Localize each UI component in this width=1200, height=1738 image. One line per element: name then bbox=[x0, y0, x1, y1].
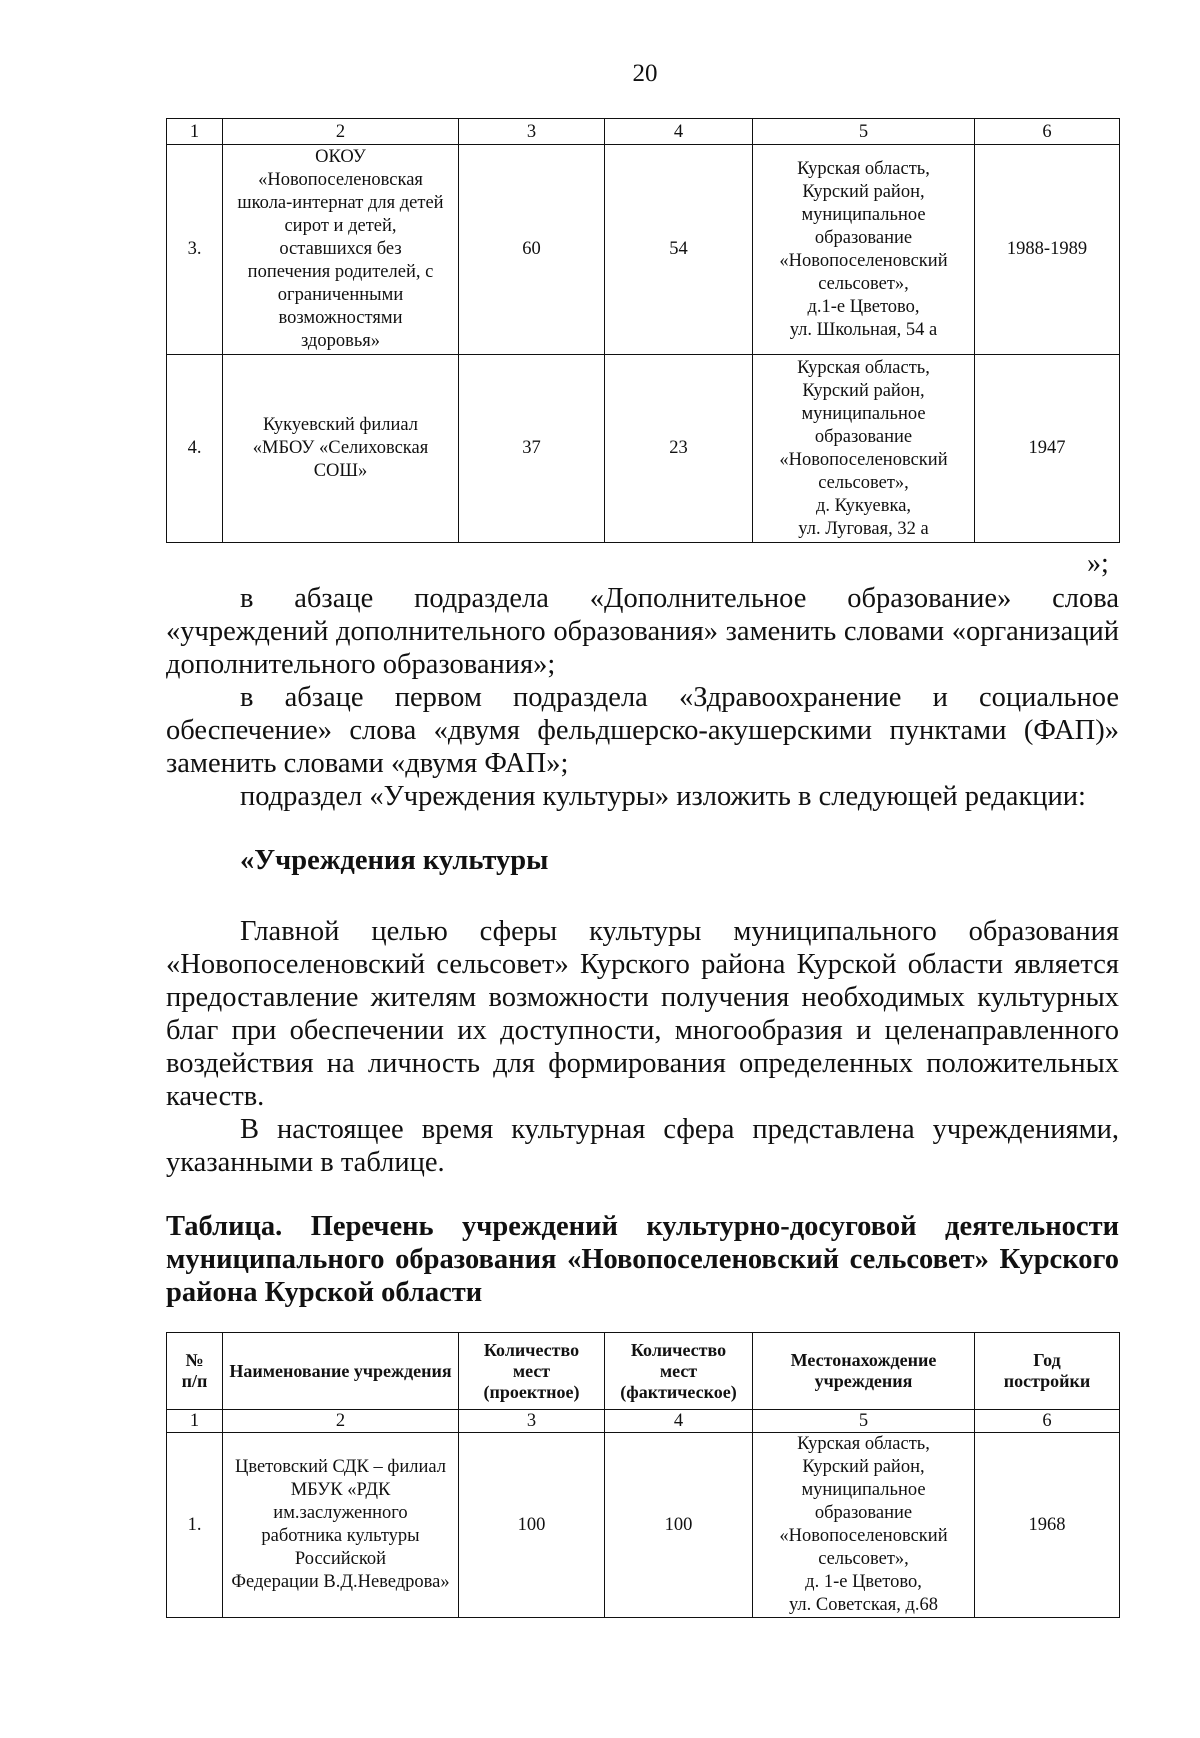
name-line: оставшихся без bbox=[279, 239, 402, 259]
location-line: муниципальное bbox=[801, 204, 926, 225]
actual-seats: 100 bbox=[605, 1433, 753, 1618]
location-line: ул. Луговая, 32 а bbox=[798, 518, 929, 539]
name-line: Цветовский СДК – филиал bbox=[234, 1457, 447, 1477]
column-header bbox=[459, 1333, 605, 1410]
name-line: Федерации В.Д.Неведрова» bbox=[231, 1572, 450, 1592]
column-number: 1 bbox=[167, 119, 223, 145]
institution-name bbox=[223, 355, 459, 543]
location-line: «Новопоселеновский bbox=[779, 250, 948, 271]
projected-seats: 100 bbox=[459, 1433, 605, 1618]
location-line: д. 1-е Цветово, bbox=[805, 1572, 922, 1592]
header-line: п/п bbox=[181, 1371, 208, 1391]
location-line: д. Кукуевка, bbox=[815, 495, 912, 516]
column-number: 5 bbox=[753, 119, 975, 145]
location-line: Курский район, bbox=[802, 1457, 925, 1477]
location-line: муниципальное bbox=[801, 1480, 926, 1500]
name-line: попечения родителей, с bbox=[247, 262, 434, 282]
build-year: 1968 bbox=[975, 1433, 1120, 1618]
section-heading: «Учреждения культуры bbox=[240, 845, 549, 876]
header-line: Количество bbox=[630, 1339, 727, 1360]
location-line: д.1-е Цветово, bbox=[807, 296, 920, 317]
location-line: сельсовет», bbox=[818, 1549, 909, 1569]
header-line: (фактическое) bbox=[620, 1381, 737, 1402]
page-number: 20 bbox=[632, 60, 658, 87]
column-number: 5 bbox=[753, 1410, 975, 1433]
header-line: Количество bbox=[483, 1339, 580, 1360]
location-line: «Новопоселеновский bbox=[779, 449, 948, 470]
row-number: 1. bbox=[167, 1433, 223, 1618]
column-numbers-row bbox=[167, 1410, 1120, 1433]
institution-name bbox=[223, 1433, 459, 1618]
culture-institutions-table bbox=[166, 1332, 1120, 1618]
name-line: ОКОУ bbox=[315, 147, 366, 167]
column-number: 2 bbox=[223, 1410, 459, 1433]
paragraph: подраздел «Учреждения культуры» изложить в следующей редакции: bbox=[240, 781, 1086, 812]
header-line: Местонахождение bbox=[790, 1350, 937, 1370]
location-line: сельсовет», bbox=[818, 273, 909, 294]
name-line: школа-интернат для детей bbox=[237, 193, 444, 213]
location-line: Курская область, bbox=[797, 1434, 930, 1454]
location-line: Курский район, bbox=[802, 380, 925, 401]
location-line: ул. Советская, д.68 bbox=[788, 1595, 939, 1615]
location-line: образование bbox=[814, 1503, 913, 1523]
header-line: мест bbox=[659, 1360, 698, 1381]
closing-quote: »; bbox=[1087, 548, 1109, 579]
name-line: сирот и детей, bbox=[284, 216, 397, 236]
row-number: 3. bbox=[167, 145, 223, 355]
name-line: ограниченными bbox=[277, 285, 404, 305]
projected-seats: 37 bbox=[459, 355, 605, 543]
location-line: муниципальное bbox=[801, 403, 926, 424]
table-header-row bbox=[167, 1333, 1120, 1410]
column-header bbox=[753, 1333, 975, 1410]
name-line: работника культуры Российской bbox=[261, 1526, 420, 1569]
name-line: «МБОУ «Селиховская bbox=[252, 438, 429, 458]
column-number: 3 bbox=[459, 119, 605, 145]
name-line: МБУК «РДК им.заслуженного bbox=[273, 1480, 408, 1523]
table-row bbox=[167, 145, 1120, 355]
culture-paragraphs bbox=[166, 915, 1119, 1179]
build-year: 1988-1989 bbox=[975, 145, 1120, 355]
column-header bbox=[223, 1333, 459, 1410]
name-line: здоровья» bbox=[300, 331, 381, 351]
header-line: Год bbox=[1033, 1350, 1061, 1370]
header-line: № bbox=[185, 1350, 204, 1370]
table-caption: Таблица. Перечень учреждений культурно-досуговой деятельности муниципального образования «Новопоселеновский сельсовет» Курского района Курской области bbox=[166, 1211, 1119, 1308]
build-year: 1947 bbox=[975, 355, 1120, 543]
table-header-row bbox=[167, 119, 1120, 145]
actual-seats: 54 bbox=[605, 145, 753, 355]
location-line: Курский район, bbox=[802, 181, 925, 202]
column-header bbox=[605, 1333, 753, 1410]
table-row bbox=[167, 1433, 1120, 1618]
column-number: 3 bbox=[459, 1410, 605, 1433]
location-line: образование bbox=[814, 227, 913, 248]
location-line: «Новопоселеновский bbox=[779, 1526, 948, 1546]
name-line: «Новопоселеновская bbox=[258, 170, 423, 190]
column-number: 6 bbox=[975, 1410, 1120, 1433]
projected-seats: 60 bbox=[459, 145, 605, 355]
column-header bbox=[167, 1333, 223, 1410]
location-line: ул. Школьная, 54 а bbox=[789, 319, 938, 340]
column-number: 2 bbox=[223, 119, 459, 145]
paragraph: Главной целью сферы культуры муниципального образования «Новопоселеновский сельсовет» Курского района Курской области является предоставление жителям возможности получения необходимых культурных благ при обеспечении их доступности, многообразия и целенаправленного воздействия на личность для формирования определенных положительных качеств. bbox=[166, 916, 1119, 1112]
continuation-table bbox=[166, 118, 1120, 543]
table-row bbox=[167, 355, 1120, 543]
column-header bbox=[975, 1333, 1120, 1410]
location bbox=[753, 145, 975, 355]
name-line: возможностями bbox=[278, 308, 403, 328]
location-line: образование bbox=[814, 426, 913, 447]
paragraph: в абзаце первом подраздела «Здравоохранение и социальное обеспечение» слова «двумя фельдшерско-акушерскими пунктами (ФАП)» заменить словами «двумя ФАП»; bbox=[166, 682, 1119, 779]
column-number: 4 bbox=[605, 1410, 753, 1433]
paragraph: В настоящее время культурная сфера представлена учреждениями, указанными в таблице. bbox=[166, 1114, 1119, 1178]
header-line: учреждения bbox=[814, 1371, 913, 1391]
location-line: сельсовет», bbox=[818, 472, 909, 493]
institution-name bbox=[223, 145, 459, 355]
location-line: Курская область, bbox=[797, 158, 930, 179]
location-line: Курская область, bbox=[797, 357, 930, 378]
location bbox=[753, 1433, 975, 1618]
column-number: 4 bbox=[605, 119, 753, 145]
location bbox=[753, 355, 975, 543]
name-line: Кукуевский филиал bbox=[262, 415, 419, 435]
column-number: 1 bbox=[167, 1410, 223, 1433]
column-number: 6 bbox=[975, 119, 1120, 145]
name-line: СОШ» bbox=[313, 461, 368, 481]
header-line: Наименование учреждения bbox=[229, 1360, 452, 1381]
header-line: (проектное) bbox=[483, 1381, 580, 1402]
header-line: мест bbox=[512, 1360, 551, 1381]
row-number: 4. bbox=[167, 355, 223, 543]
amendment-paragraphs bbox=[166, 582, 1119, 813]
actual-seats: 23 bbox=[605, 355, 753, 543]
paragraph: в абзаце подраздела «Дополнительное образование» слова «учреждений дополнительного образования» заменить словами «организаций дополнительного образования»; bbox=[166, 583, 1119, 680]
header-line: постройки bbox=[1003, 1371, 1091, 1391]
